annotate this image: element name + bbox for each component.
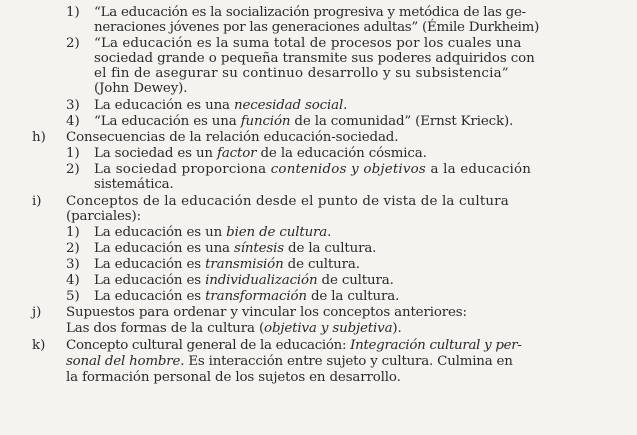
quote-dewey-author: (John Dewey). [94, 81, 188, 96]
item-number: 2) [66, 36, 80, 51]
item-line: La educación es un bien de cultura. [94, 225, 332, 240]
section-heading-i: Conceptos de la educación desde el punto de vista de la cultura [66, 194, 509, 209]
section-heading-j: Supuestos para ordenar y vincular los conceptos anteriores: [66, 305, 467, 320]
item-number: 3) [66, 98, 80, 113]
item-number: 5) [66, 289, 80, 304]
item-number: 3) [66, 257, 80, 272]
quote-durkheim-line-1: “La educación es la socialización progresiva y metódica de las ge- [94, 5, 526, 20]
item-line: La educación es transmisión de cultura. [94, 257, 360, 272]
item-line: La educación es una necesidad social. [94, 98, 348, 113]
item-line-continued: sistemática. [94, 177, 174, 192]
item-number: 4) [66, 273, 80, 288]
item-number: 2) [66, 241, 80, 256]
item-number: 4) [66, 114, 80, 129]
item-line: La educación es una síntesis de la cultura. [94, 241, 377, 256]
section-letter: i) [32, 194, 42, 209]
item-number: 1) [66, 5, 80, 20]
quote-dewey-line-2: sociedad grande o pequeña transmite sus poderes adquiridos con [94, 51, 535, 66]
section-heading-k: Concepto cultural general de la educación: Integración cultural y per- [66, 338, 522, 353]
item-line: La sociedad proporciona contenidos y objetivos a la educación [94, 162, 532, 177]
section-heading-h: Consecuencias de la relación educación-sociedad. [66, 130, 399, 145]
section-k-line-3: la formación personal de los sujetos en desarrollo. [66, 370, 401, 385]
section-letter: k) [32, 338, 46, 353]
section-heading-j-continued: Las dos formas de la cultura (objetiva y subjetiva). [66, 321, 402, 336]
quote-dewey-line-3: el fin de asegurar su continuo desarrollo y su subsistencia” [94, 66, 509, 81]
item-line: La educación es individualización de cultura. [94, 273, 394, 288]
item-line: “La educación es una función de la comunidad” (Ernst Krieck). [94, 114, 514, 129]
item-number: 1) [66, 225, 80, 240]
item-number: 2) [66, 162, 80, 177]
quote-durkheim-line-2: neraciones jóvenes por las generaciones adultas” (Émile Durkheim) [94, 20, 540, 35]
section-letter: j) [32, 305, 42, 320]
item-line: La educación es transformación de la cultura. [94, 289, 400, 304]
section-k-line-2: sonal del hombre. Es interacción entre sujeto y cultura. Culmina en [66, 354, 513, 369]
item-number: 1) [66, 146, 80, 161]
item-line: La sociedad es un factor de la educación cósmica. [94, 146, 427, 161]
quote-dewey-line-1: “La educación es la suma total de procesos por los cuales una [94, 36, 522, 51]
section-heading-i-continued: (parciales): [66, 209, 141, 224]
section-letter: h) [32, 130, 46, 145]
